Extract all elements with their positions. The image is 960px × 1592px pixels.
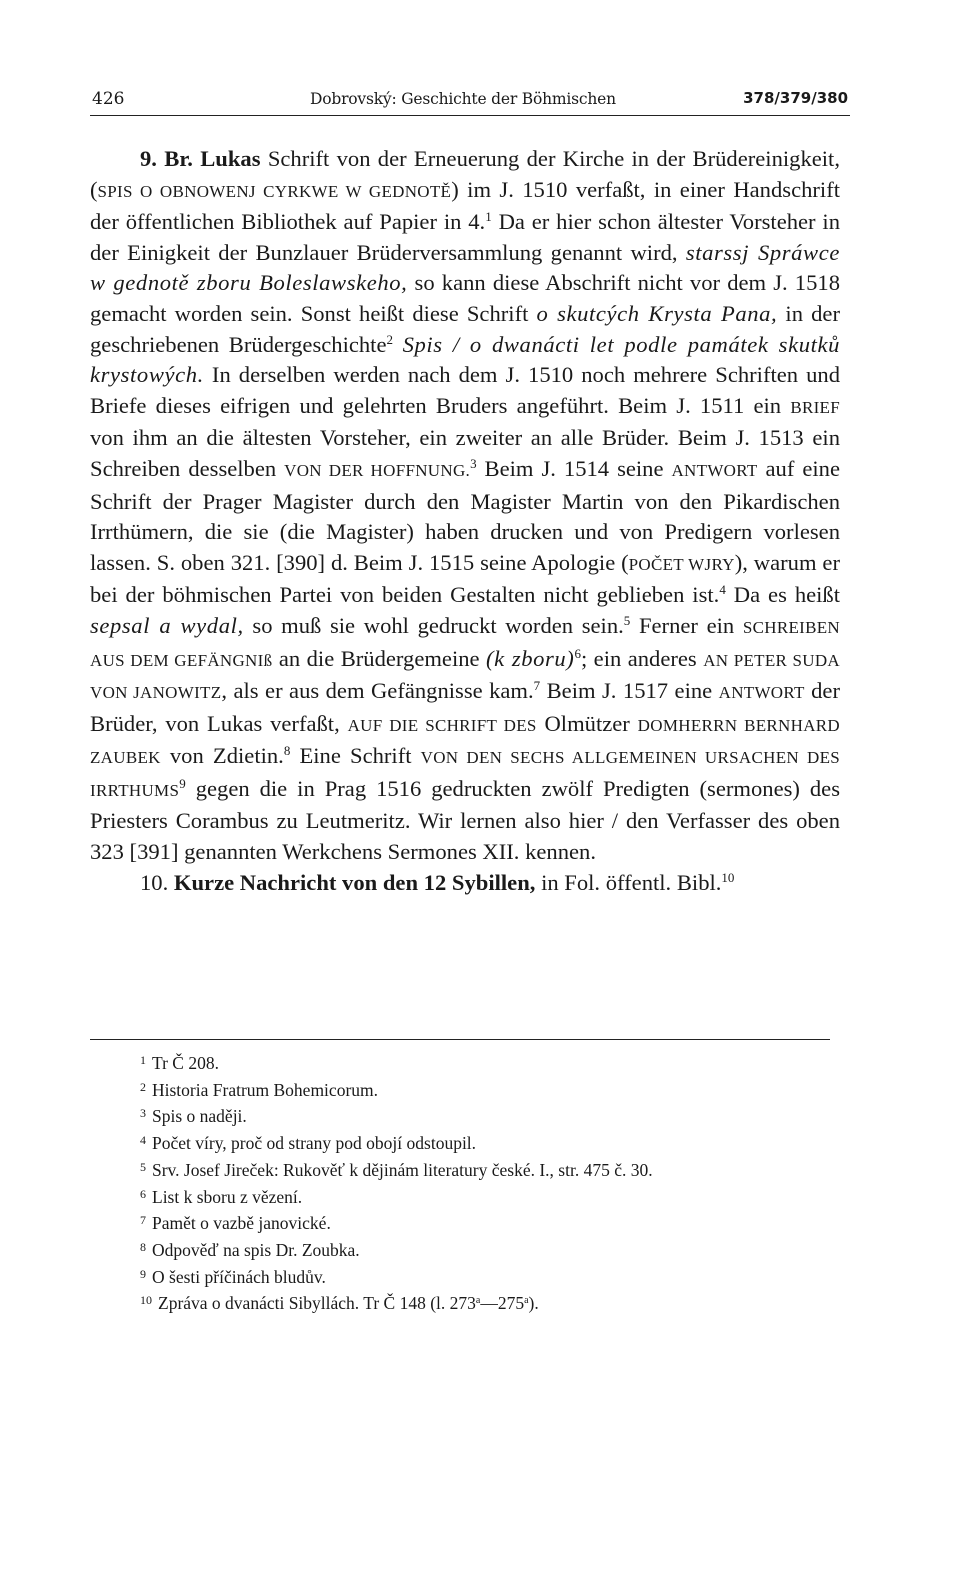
footnote [90, 1263, 830, 1290]
item-title: Br. Lukas [164, 146, 261, 171]
small-caps-title: DOMHERRN BERNHARD ZAUBEK [90, 715, 841, 768]
footnote [90, 1209, 830, 1236]
small-caps-title: VON DER HOFFNUNG. [284, 460, 471, 480]
footnote-ref[interactable]: 4 [719, 582, 726, 598]
text: ) im J. 1510 verfaßt, in einer Handschrift der öffentlichen Bibliothek auf Papier in 4. [90, 176, 840, 235]
text [393, 332, 403, 357]
small-caps-title: SCHREIBEN AUS DEM GEFÄNGNIß [90, 617, 840, 670]
footnote-text: Pamět o vazbě janovické. [152, 1213, 331, 1234]
text: an die Brüdergemeine [272, 645, 487, 671]
footnote [90, 1102, 830, 1129]
text: Da es heißt [725, 582, 840, 608]
text: Beim J. 1517 eine [540, 678, 719, 704]
small-caps-title: VON DEN SECHS ALLGEMEINEN URSACHEN DES IRRTHUMS [90, 748, 841, 800]
footnote-mark: 6 [140, 1186, 146, 1201]
footnote-mark: 5 [140, 1159, 146, 1174]
footnote-text: ). [528, 1293, 539, 1314]
text: von Zdietin. [160, 743, 284, 769]
footnote-divider [90, 1039, 830, 1040]
text: von ihm an die ältesten Vorsteher, ein zweiter an alle Brüder. Beim J. 1513 ein Schreiben desselben [90, 425, 840, 481]
text: Ferner ein [630, 612, 743, 638]
footnote [90, 1183, 830, 1210]
footnote [90, 1289, 830, 1316]
italic-quote: o skutcých Krysta Pana, [536, 300, 778, 326]
footnote [90, 1236, 830, 1263]
text: auf eine Schrift der Prager Magister durch den Magister Martin von den Pikardischen Irrthümern, die sie (die Magister) haben drucken und von Predigern vorlesen lassen. S. oben 321. [390] d. Beim J. 1515 seine Apologie ( [90, 455, 840, 575]
page-number: 426 [92, 89, 125, 109]
footnote-mark: 1 [140, 1053, 146, 1067]
footnote-mark: 9 [140, 1266, 146, 1281]
small-caps-title: POČET WJRY [628, 554, 735, 574]
main-text [90, 144, 840, 898]
footnote-text: O šesti příčinách bludův. [152, 1266, 326, 1287]
running-header [90, 85, 850, 116]
footnote-mark: 3 [140, 1106, 146, 1121]
footnote-text: —275 [480, 1293, 525, 1314]
paragraph-item-10 [90, 868, 840, 899]
text: Olmützer [536, 710, 638, 736]
text: ; ein anderes [580, 645, 704, 671]
text: Schrift von der Erneuerung der Kirche in der Brüdereinigkeit, ( [90, 146, 840, 202]
footnote-text: Počet víry, proč od strany pod obojí odstoupil. [152, 1133, 477, 1154]
running-title: Dobrovský: Geschichte der Böhmischen [310, 90, 616, 108]
footnote-mark: 7 [140, 1213, 146, 1228]
paragraph-item-9 [90, 144, 840, 868]
footnotes [90, 1049, 830, 1316]
small-caps-title: ANTWORT [718, 683, 805, 703]
footnote-text: Tr Č 208. [152, 1053, 219, 1073]
footnote-ref[interactable]: 5 [623, 612, 631, 628]
text: Beim J. 1514 seine [476, 455, 672, 481]
footnote [90, 1156, 830, 1183]
text: Eine Schrift [290, 743, 421, 769]
folio-superscript: a [524, 1295, 529, 1307]
italic-quote: starssj Spráwce w gednotě zboru Boleslawskeho, [90, 239, 840, 296]
italic-quote: (k zboru) [486, 645, 575, 671]
footnote [90, 1129, 830, 1156]
footnote-ref[interactable]: 2 [386, 331, 393, 347]
text: so kann diese Abschrift nicht vor dem J. 1518 gemacht worden sein. Sonst heißt diese Schrift [90, 270, 840, 326]
text: der Brüder, von Lukas verfaßt, [90, 678, 840, 736]
footnote [90, 1049, 830, 1076]
small-caps-title: ANTWORT [671, 460, 758, 480]
text: ), warum er bei der böhmischen Partei von beiden Gestalten nicht geblieben ist. [90, 549, 840, 608]
footnote-ref[interactable]: 9 [179, 775, 186, 791]
text: , als er aus dem Gefängnisse kam. [221, 678, 534, 704]
footnote-ref[interactable]: 10 [721, 869, 735, 885]
text: gegen die in Prag 1516 gedruckten zwölf Predigten (sermones) des Priesters Corambus zu Leutmeritz. Wir lernen also hier / den Verfasser des oben 323 [391] genannten Werkchens Sermones XII. kennen. [90, 775, 840, 865]
italic-quote: Spis / o dwanácti let podle památek skutků krystowých. [90, 331, 841, 388]
small-caps-title: BRIEF [790, 397, 840, 417]
item-number: 10. [140, 869, 169, 895]
footnote-text: Zpráva o dvanácti Sibyllách. Tr Č 148 (l. 273 [158, 1293, 476, 1314]
text: in der geschriebenen Brüdergeschichte [90, 300, 840, 357]
footnote-text: Odpověď na spis Dr. Zoubka. [152, 1239, 360, 1260]
footnote-text: List k sboru z vězení. [152, 1186, 303, 1207]
text: so muß sie wohl gedruckt worden sein. [243, 612, 624, 638]
footnote-mark: 10 [140, 1293, 152, 1308]
italic-quote: sepsal a wydal, [90, 612, 244, 638]
footnote-text: Srv. Josef Jireček: Rukověť k dějinám literatury české. I., str. 475 č. 30. [152, 1159, 653, 1180]
small-caps-title: AN PETER SUDA VON JANOWITZ [90, 650, 840, 703]
section-numbers: 378/379/380 [743, 89, 848, 107]
footnote-ref[interactable]: 3 [470, 455, 477, 471]
footnote-text: Spis o naději. [152, 1106, 247, 1127]
small-caps-title: SPIS O OBNOWENJ CYRKWE W GEDNOTĚ [97, 181, 452, 201]
footnote-mark: 4 [140, 1133, 146, 1148]
footnote-mark: 2 [140, 1079, 146, 1094]
footnote-mark: 8 [140, 1239, 146, 1254]
footnote [90, 1076, 830, 1103]
text: Da er hier schon ältester Vorsteher in der Einigkeit der Bunzlauer Brüderversammlung genannt wird, [90, 209, 841, 265]
item-number: 9. [140, 146, 157, 171]
item-title: Kurze Nachricht von den 12 Sybillen, [173, 869, 536, 895]
footnote-ref[interactable]: 6 [574, 645, 581, 661]
folio-superscript: a [475, 1295, 481, 1307]
footnote-ref[interactable]: 7 [533, 678, 541, 694]
footnote-ref[interactable]: 8 [283, 743, 291, 759]
small-caps-title: AUF DIE SCHRIFT DES [347, 715, 537, 735]
footnote-ref[interactable]: 1 [485, 209, 492, 225]
footnote-text: Historia Fratrum Bohemicorum. [152, 1079, 379, 1100]
text: In derselben werden nach dem J. 1510 noch mehrere Schriften und Briefe dieses eifrigen und gelehrten Bruders angeführt. Beim J. 1511 ein [90, 362, 840, 418]
text: in Fol. öffentl. Bibl. [535, 869, 722, 895]
